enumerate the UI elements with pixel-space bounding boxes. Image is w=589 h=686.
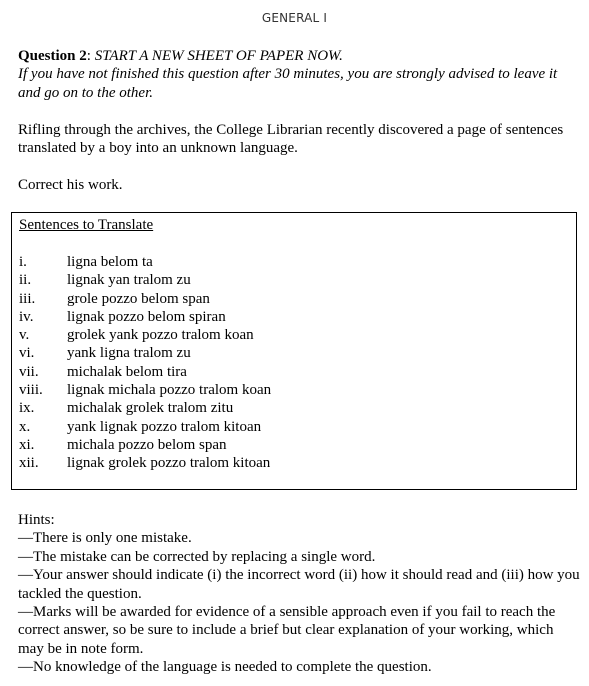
sentence-row [19,418,271,436]
sentence-row [19,326,271,344]
task-paragraph: Correct his work. [18,177,123,193]
sentence-text: michalak belom tira [67,363,187,380]
hints-title: Hints: [18,512,55,528]
sentence-row [19,344,271,362]
sentence-row [19,363,271,381]
sentence-row [19,454,271,472]
sentence-row [19,271,271,289]
sentence-number: i. [19,254,27,270]
sentence-number: iii. [19,290,36,307]
sentences-box [11,212,577,490]
sentence-row [19,436,271,454]
hint-item: —Marks will be awarded for evidence of a sensible approach even if you fail to reach the correct answer, so be sure to include a brief but clear explanation of your working, which may be in note form. [18,604,556,657]
intro-paragraph: Rifling through the archives, the College Librarian recently discovered a page of sentences translated by a boy into an unknown language. [18,122,564,157]
sentence-number: vi. [19,345,35,362]
hint-item: —The mistake can be corrected by replacing a single word. [18,548,376,565]
hint-item: —There is only one mistake. [18,530,192,547]
sentence-number: iv. [19,308,34,325]
sentence-number: viii. [19,382,43,399]
sentence-row [19,399,271,417]
sentence-text: lignak yan tralom zu [67,272,191,289]
question-instruction: START A NEW SHEET OF PAPER NOW. [94,48,343,64]
sentence-number: x. [19,418,31,435]
page-header: GENERAL I [261,11,328,25]
sentence-text: lignak michala pozzo tralom koan [67,382,272,399]
sentence-row [19,253,271,271]
sentence-number: xi. [19,436,35,453]
sentence-text: yank lignak pozzo tralom kitoan [67,418,262,435]
hints-section [18,511,580,677]
sentence-number: vii. [19,363,39,380]
sentence-text: lignak pozzo belom spiran [67,308,226,325]
sentence-text: michalak grolek tralom zitu [67,400,234,417]
sentence-number: v. [19,327,30,344]
sentence-number: ii. [19,272,32,289]
sentence-text: lignak grolek pozzo tralom kitoan [67,455,271,472]
sentence-text: yank ligna tralom zu [67,345,191,362]
sentence-row [19,308,271,326]
question-separator: : [86,48,95,64]
sentence-number: ix. [19,400,35,417]
sentence-text: ligna belom ta [67,254,153,270]
sentence-text: grolek yank pozzo tralom koan [67,327,254,344]
sentence-number: xii. [19,455,39,472]
question-heading [18,47,578,102]
sentences-box-title: Sentences to Translate [19,217,154,233]
sentence-text: michala pozzo belom span [67,436,227,453]
sentence-row [19,381,271,399]
hint-list [18,529,580,676]
question-advice: If you have not finished this question after 30 minutes, you are strongly advised to leave it and go on to the other. [18,66,558,101]
sentence-text: grole pozzo belom span [67,290,210,307]
question-label: Question 2 [18,48,87,64]
hint-item: —No knowledge of the language is needed to complete the question. [18,659,432,676]
sentence-list [19,253,271,473]
sentence-row [19,290,271,308]
hint-item: —Your answer should indicate (i) the incorrect word (ii) how it should read and (iii) how you tackled the question. [18,567,580,602]
